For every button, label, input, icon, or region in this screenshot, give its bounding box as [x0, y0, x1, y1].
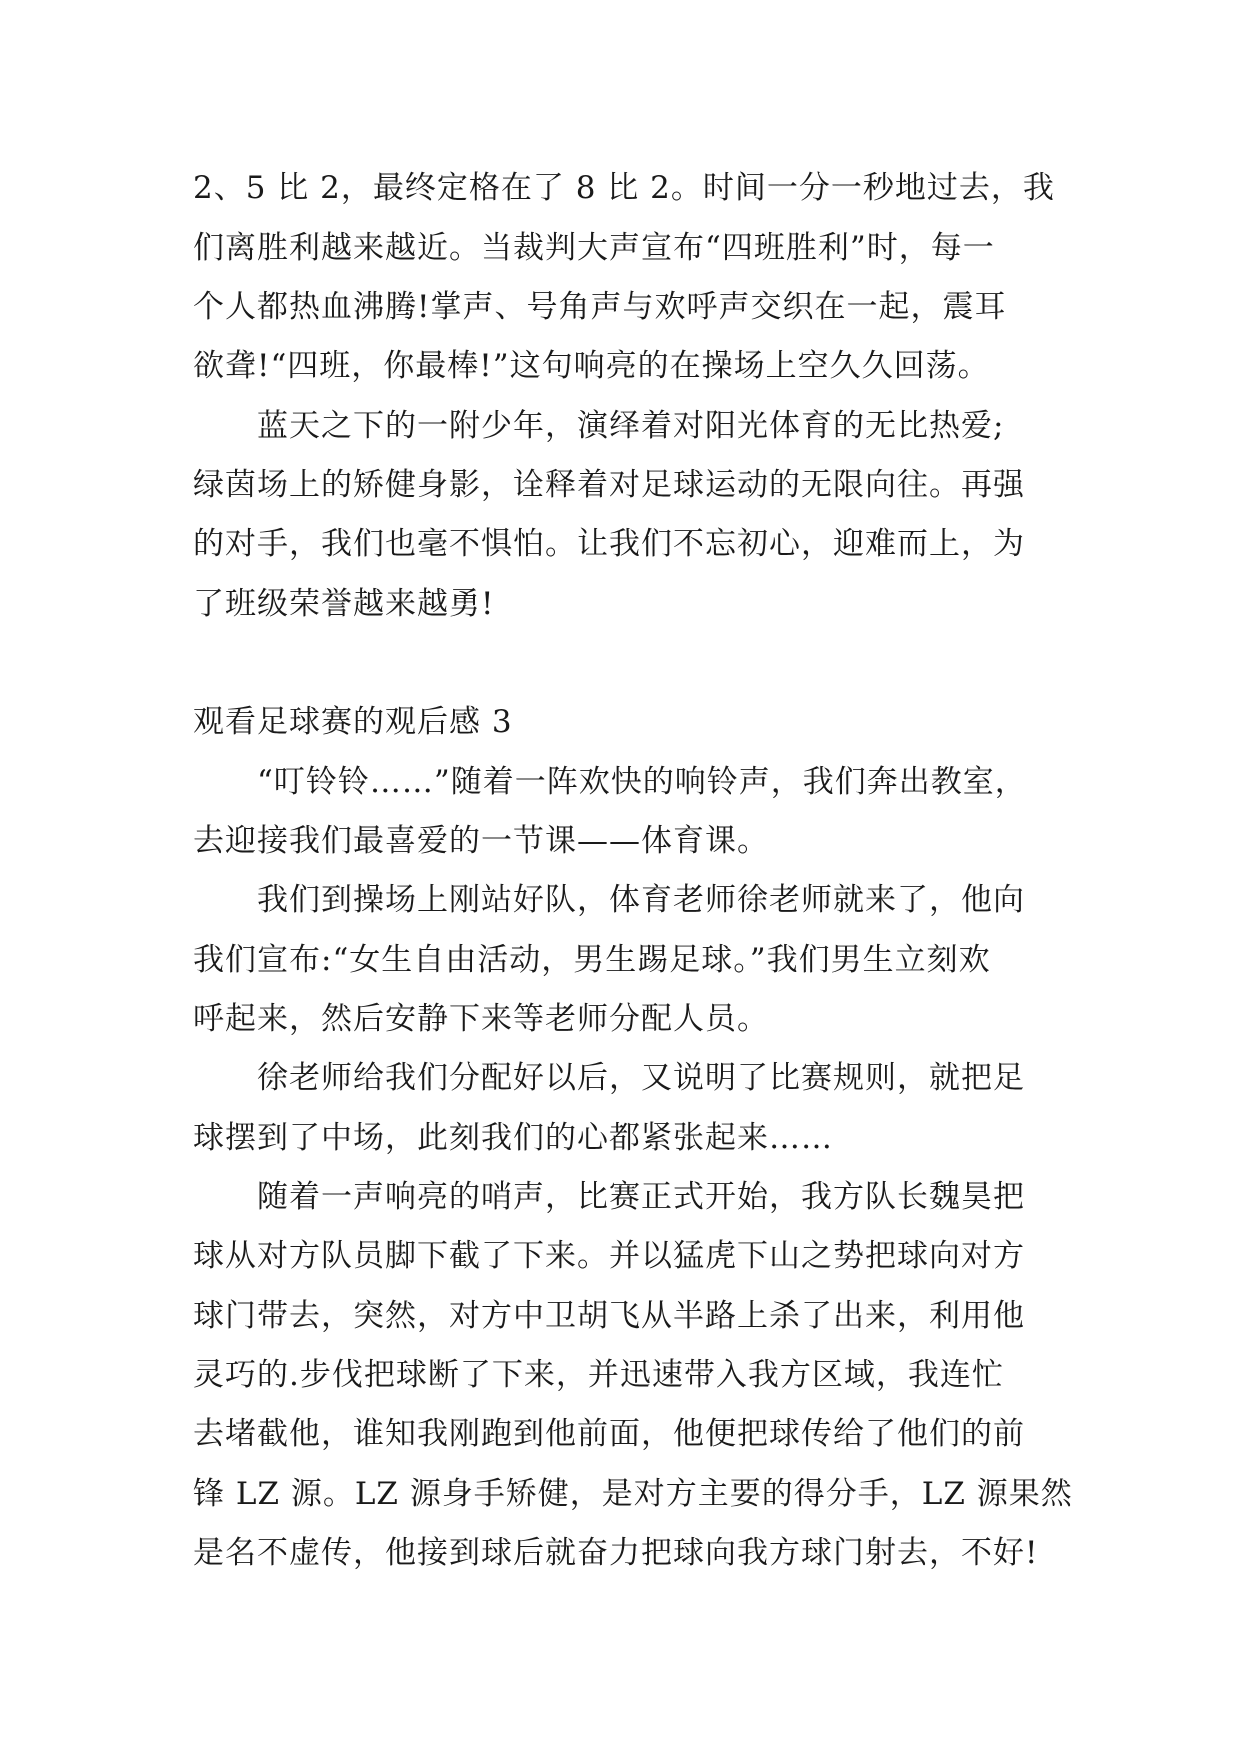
text-line: 个人都热血沸腾!掌声、号角声与欢呼声交织在一起，震耳: [193, 289, 1007, 325]
text-line: 球摆到了中场，此刻我们的心都紧张起来……: [193, 1120, 833, 1156]
text-line: 呼起来，然后安静下来等老师分配人员。: [193, 1001, 769, 1037]
paragraph-first-line: 蓝天之下的一附少年，演绎着对阳光体育的无比热爱;: [257, 408, 1005, 444]
paragraph-first-line: “叮铃铃……”随着一阵欢快的响铃声，我们奔出教室，: [257, 764, 1027, 800]
text-line: 绿茵场上的矫健身影，诠释着对足球运动的无限向往。再强: [193, 467, 1025, 503]
text-line: 球从对方队员脚下截了下来。并以猛虎下山之势把球向对方: [193, 1238, 1025, 1274]
text-line: 们离胜利越来越近。当裁判大声宣布“四班胜利”时，每一: [193, 230, 995, 266]
text-line: 2、5 比 2，最终定格在了 8 比 2。时间一分一秒地过去，我: [193, 170, 1055, 206]
text-line: 去迎接我们最喜爱的一节课——体育课。: [193, 823, 769, 859]
paragraph-first-line: 徐老师给我们分配好以后，又说明了比赛规则，就把足: [257, 1060, 1025, 1096]
text-line: 欲聋!“四班，你最棒!”这句响亮的在操场上空久久回荡。: [193, 348, 990, 384]
section-heading: 观看足球赛的观后感 3: [193, 704, 513, 740]
paragraph-first-line: 我们到操场上刚站好队，体育老师徐老师就来了，他向: [257, 882, 1025, 918]
text-line: 球门带去，突然，对方中卫胡飞从半路上杀了出来，利用他: [193, 1298, 1025, 1334]
text-line: 去堵截他，谁知我刚跑到他前面，他便把球传给了他们的前: [193, 1416, 1025, 1452]
text-line: 了班级荣誉越来越勇!: [193, 586, 495, 622]
text-line: 锋 LZ 源。LZ 源身手矫健，是对方主要的得分手，LZ 源果然: [193, 1476, 1073, 1512]
text-line: 灵巧的.步伐把球断了下来，并迅速带入我方区域，我连忙: [193, 1357, 1004, 1393]
text-line: 的对手，我们也毫不惧怕。让我们不忘初心，迎难而上，为: [193, 526, 1025, 562]
text-line: 是名不虚传，他接到球后就奋力把球向我方球门射去，不好!: [193, 1535, 1039, 1571]
text-line: 我们宣布:“女生自由活动，男生踢足球。”我们男生立刻欢: [193, 942, 991, 978]
paragraph-first-line: 随着一声响亮的哨声，比赛正式开始，我方队长魏昊把: [257, 1179, 1025, 1215]
